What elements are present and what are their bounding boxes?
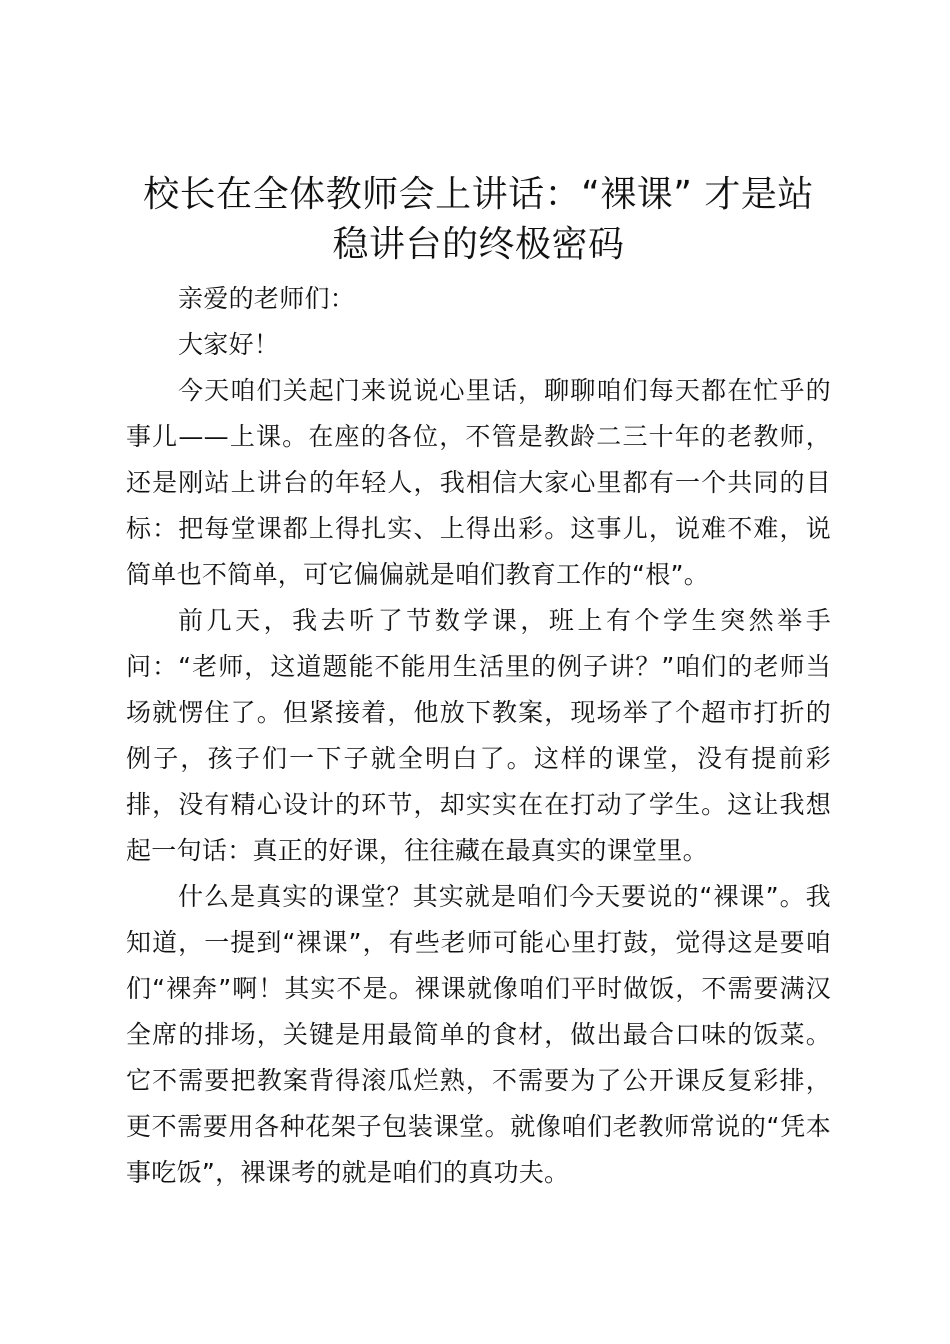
salutation: 亲爱的老师们： [178, 284, 356, 313]
paragraph-intro: 今天咱们关起门来说说心里话，聊聊咱们每天都在忙乎的事儿——上课。在座的各位，不管是教龄二三十年的老教师，还是刚站上讲台的年轻人，我相信大家心里都有一个共同的目标：把每堂课都上得扎实、上得出彩。这事儿，说难不难，说简单也不简单，可它偏偏就是咱们教育工作的“根”。 [126, 376, 831, 589]
document-title: 校长在全体教师会上讲话：“裸课” 才是站稳讲台的终极密码 [143, 174, 814, 265]
paragraph-bare-lesson: 什么是真实的课堂？其实就是咱们今天要说的“裸课”。我知道，一提到“裸课”，有些老师可能心里打鼓，觉得这是要咱们“裸奔”啊！其实不是。裸课就像咱们平时做饭，不需要满汉全席的排场，关键是用最简单的食材，做出最合口味的饭菜。它不需要把教案背得滚瓜烂熟，不需要为了公开课反复彩排，更不需要用各种花架子包装课堂。就像咱们老教师常说的“凭本事吃饭”，裸课考的就是咱们的真功夫。 [126, 882, 831, 1187]
paragraph-math-class-story: 前几天，我去听了节数学课，班上有个学生突然举手问：“老师，这道题能不能用生活里的例子讲？”咱们的老师当场就愣住了。但紧接着，他放下教案，现场举了个超市打折的例子，孩子们一下子就全明白了。这样的课堂，没有提前彩排，没有精心设计的环节，却实实在在打动了学生。这让我想起一句话：真正的好课，往往藏在最真实的课堂里。 [126, 606, 831, 865]
greeting: 大家好！ [178, 330, 280, 359]
document-body [126, 276, 831, 1196]
